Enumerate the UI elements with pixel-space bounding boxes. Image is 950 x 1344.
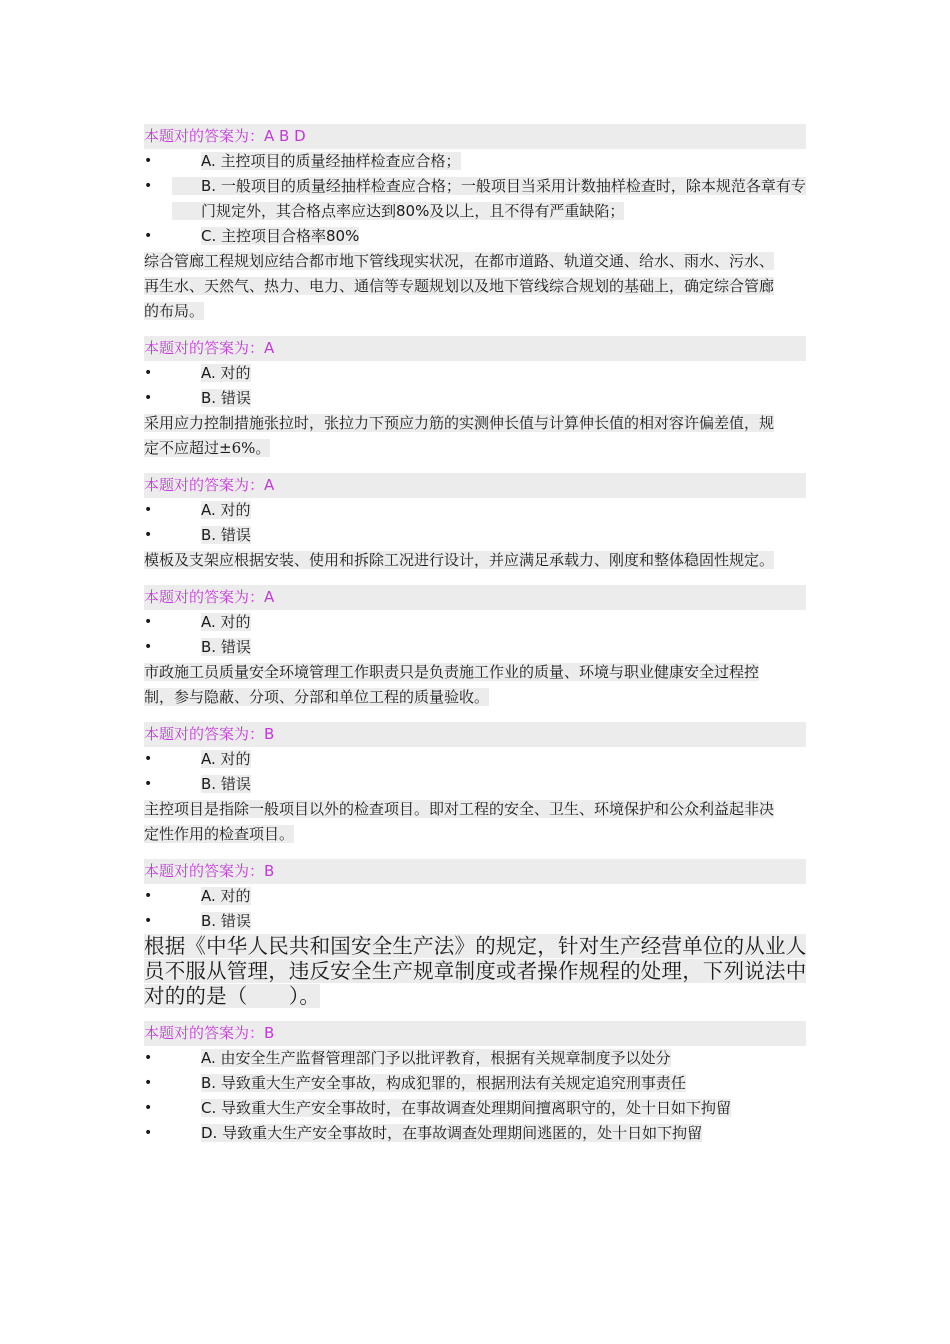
option-text: A. 对的 — [201, 613, 251, 631]
option-text: C. 主控项目合格率80% — [201, 227, 360, 245]
spacer — [144, 324, 806, 336]
answer-line: 本题对的答案为：B — [144, 722, 806, 747]
option-text: A. 对的 — [201, 501, 251, 519]
bullet-icon: • — [144, 1125, 153, 1141]
bullet-icon: • — [144, 527, 153, 543]
option-text: A. 对的 — [201, 887, 251, 905]
option-text: B. 错误 — [201, 638, 251, 656]
option-item — [144, 224, 806, 249]
question-text — [144, 797, 784, 847]
bullet-icon: • — [144, 153, 153, 169]
option-item — [144, 1096, 806, 1121]
option-item — [144, 174, 806, 224]
answer-line: 本题对的答案为：A — [144, 336, 806, 361]
option-text: B. 一般项目的质量经抽样检查应合格；一般项目当采用计数抽样检查时，除本规范各章有专门规定外，其合格点率应达到80%及以上，且不得有严重缺陷； — [172, 177, 806, 220]
option-list — [144, 498, 806, 548]
option-list — [144, 610, 806, 660]
bullet-icon: • — [144, 178, 153, 194]
answer-line: 本题对的答案为：A — [144, 585, 806, 610]
option-text: A. 主控项目的质量经抽样检查应合格； — [201, 152, 461, 170]
bullet-icon: • — [144, 751, 153, 767]
bullet-icon: • — [144, 776, 153, 792]
option-item — [144, 149, 806, 174]
option-item — [144, 610, 806, 635]
question-text — [144, 411, 784, 461]
bullet-icon: • — [144, 888, 153, 904]
option-item — [144, 1071, 806, 1096]
option-text: B. 导致重大生产安全事故，构成犯罪的，根据刑法有关规定追究刑事责任 — [201, 1074, 686, 1092]
bullet-icon: • — [144, 502, 153, 518]
option-text: C. 导致重大生产安全事故时，在事故调查处理期间擅离职守的，处十日如下拘留 — [201, 1099, 732, 1117]
question-text-span: 主控项目是指除一般项目以外的检查项目。即对工程的安全、卫生、环境保护和公众利益起非决定性作用的检查项目。 — [144, 800, 775, 843]
option-item — [144, 635, 806, 660]
bullet-icon: • — [144, 390, 153, 406]
option-item — [144, 772, 806, 797]
option-item — [144, 884, 806, 909]
option-item — [144, 1046, 806, 1071]
question-text-large — [144, 934, 824, 1009]
spacer — [144, 847, 806, 859]
option-item — [144, 747, 806, 772]
option-text: B. 错误 — [201, 775, 251, 793]
question-text — [144, 249, 784, 324]
option-text: B. 错误 — [201, 526, 251, 544]
bullet-icon: • — [144, 614, 153, 630]
question-text-span: 综合管廊工程规划应结合都市地下管线现实状况，在都市道路、轨道交通、给水、雨水、污水、再生水、天然气、热力、电力、通信等专题规划以及地下管线综合规划的基础上，确定综合管廊的布局。 — [144, 252, 775, 320]
spacer — [144, 573, 806, 585]
option-item — [144, 386, 806, 411]
option-item — [144, 361, 806, 386]
option-text: B. 错误 — [201, 912, 251, 930]
bullet-icon: • — [144, 365, 153, 381]
question-text — [144, 548, 784, 573]
answer-line: 本题对的答案为：B — [144, 859, 806, 884]
question-text-span: 市政施工员质量安全环境管理工作职责只是负责施工作业的质量、环境与职业健康安全过程控制，参与隐蔽、分项、分部和单位工程的质量验收。 — [144, 663, 760, 706]
option-list — [144, 884, 806, 934]
option-item — [144, 1121, 806, 1146]
bullet-icon: • — [144, 1100, 153, 1116]
bullet-icon: • — [144, 639, 153, 655]
question-text-span: 模板及支架应根据安装、使用和拆除工况进行设计，并应满足承载力、刚度和整体稳固性规定。 — [144, 551, 775, 569]
document-page — [144, 124, 806, 1146]
bullet-icon: • — [144, 1050, 153, 1066]
option-item — [144, 498, 806, 523]
bullet-icon: • — [144, 1075, 153, 1091]
question-text — [144, 660, 784, 710]
option-list — [144, 747, 806, 797]
answer-line: 本题对的答案为：A — [144, 473, 806, 498]
option-item — [144, 523, 806, 548]
spacer — [144, 1009, 806, 1021]
option-list — [144, 149, 806, 249]
bullet-icon: • — [144, 228, 153, 244]
question-text-span: 根据《中华人民共和国安全生产法》的规定，针对生产经营单位的从业人员不服从管理，违反安全生产规章制度或者操作规程的处理，下列说法中对的的是（ ）。 — [144, 934, 807, 1008]
option-text: D. 导致重大生产安全事故时，在事故调查处理期间逃匿的，处十日如下拘留 — [201, 1124, 703, 1142]
option-text: A. 对的 — [201, 364, 251, 382]
option-text: A. 对的 — [201, 750, 251, 768]
spacer — [144, 461, 806, 473]
option-text: B. 错误 — [201, 389, 251, 407]
bullet-icon: • — [144, 913, 153, 929]
answer-line: 本题对的答案为：B — [144, 1021, 806, 1046]
option-item — [144, 909, 806, 934]
option-text: A. 由安全生产监督管理部门予以批评教育，根据有关规章制度予以处分 — [201, 1049, 671, 1067]
option-list — [144, 1046, 806, 1146]
option-list — [144, 361, 806, 411]
question-text-span: 采用应力控制措施张拉时，张拉力下预应力筋的实测伸长值与计算伸长值的相对容许偏差值，规定不应超过±6%。 — [144, 414, 775, 457]
answer-line: 本题对的答案为：A B D — [144, 124, 806, 149]
spacer — [144, 710, 806, 722]
